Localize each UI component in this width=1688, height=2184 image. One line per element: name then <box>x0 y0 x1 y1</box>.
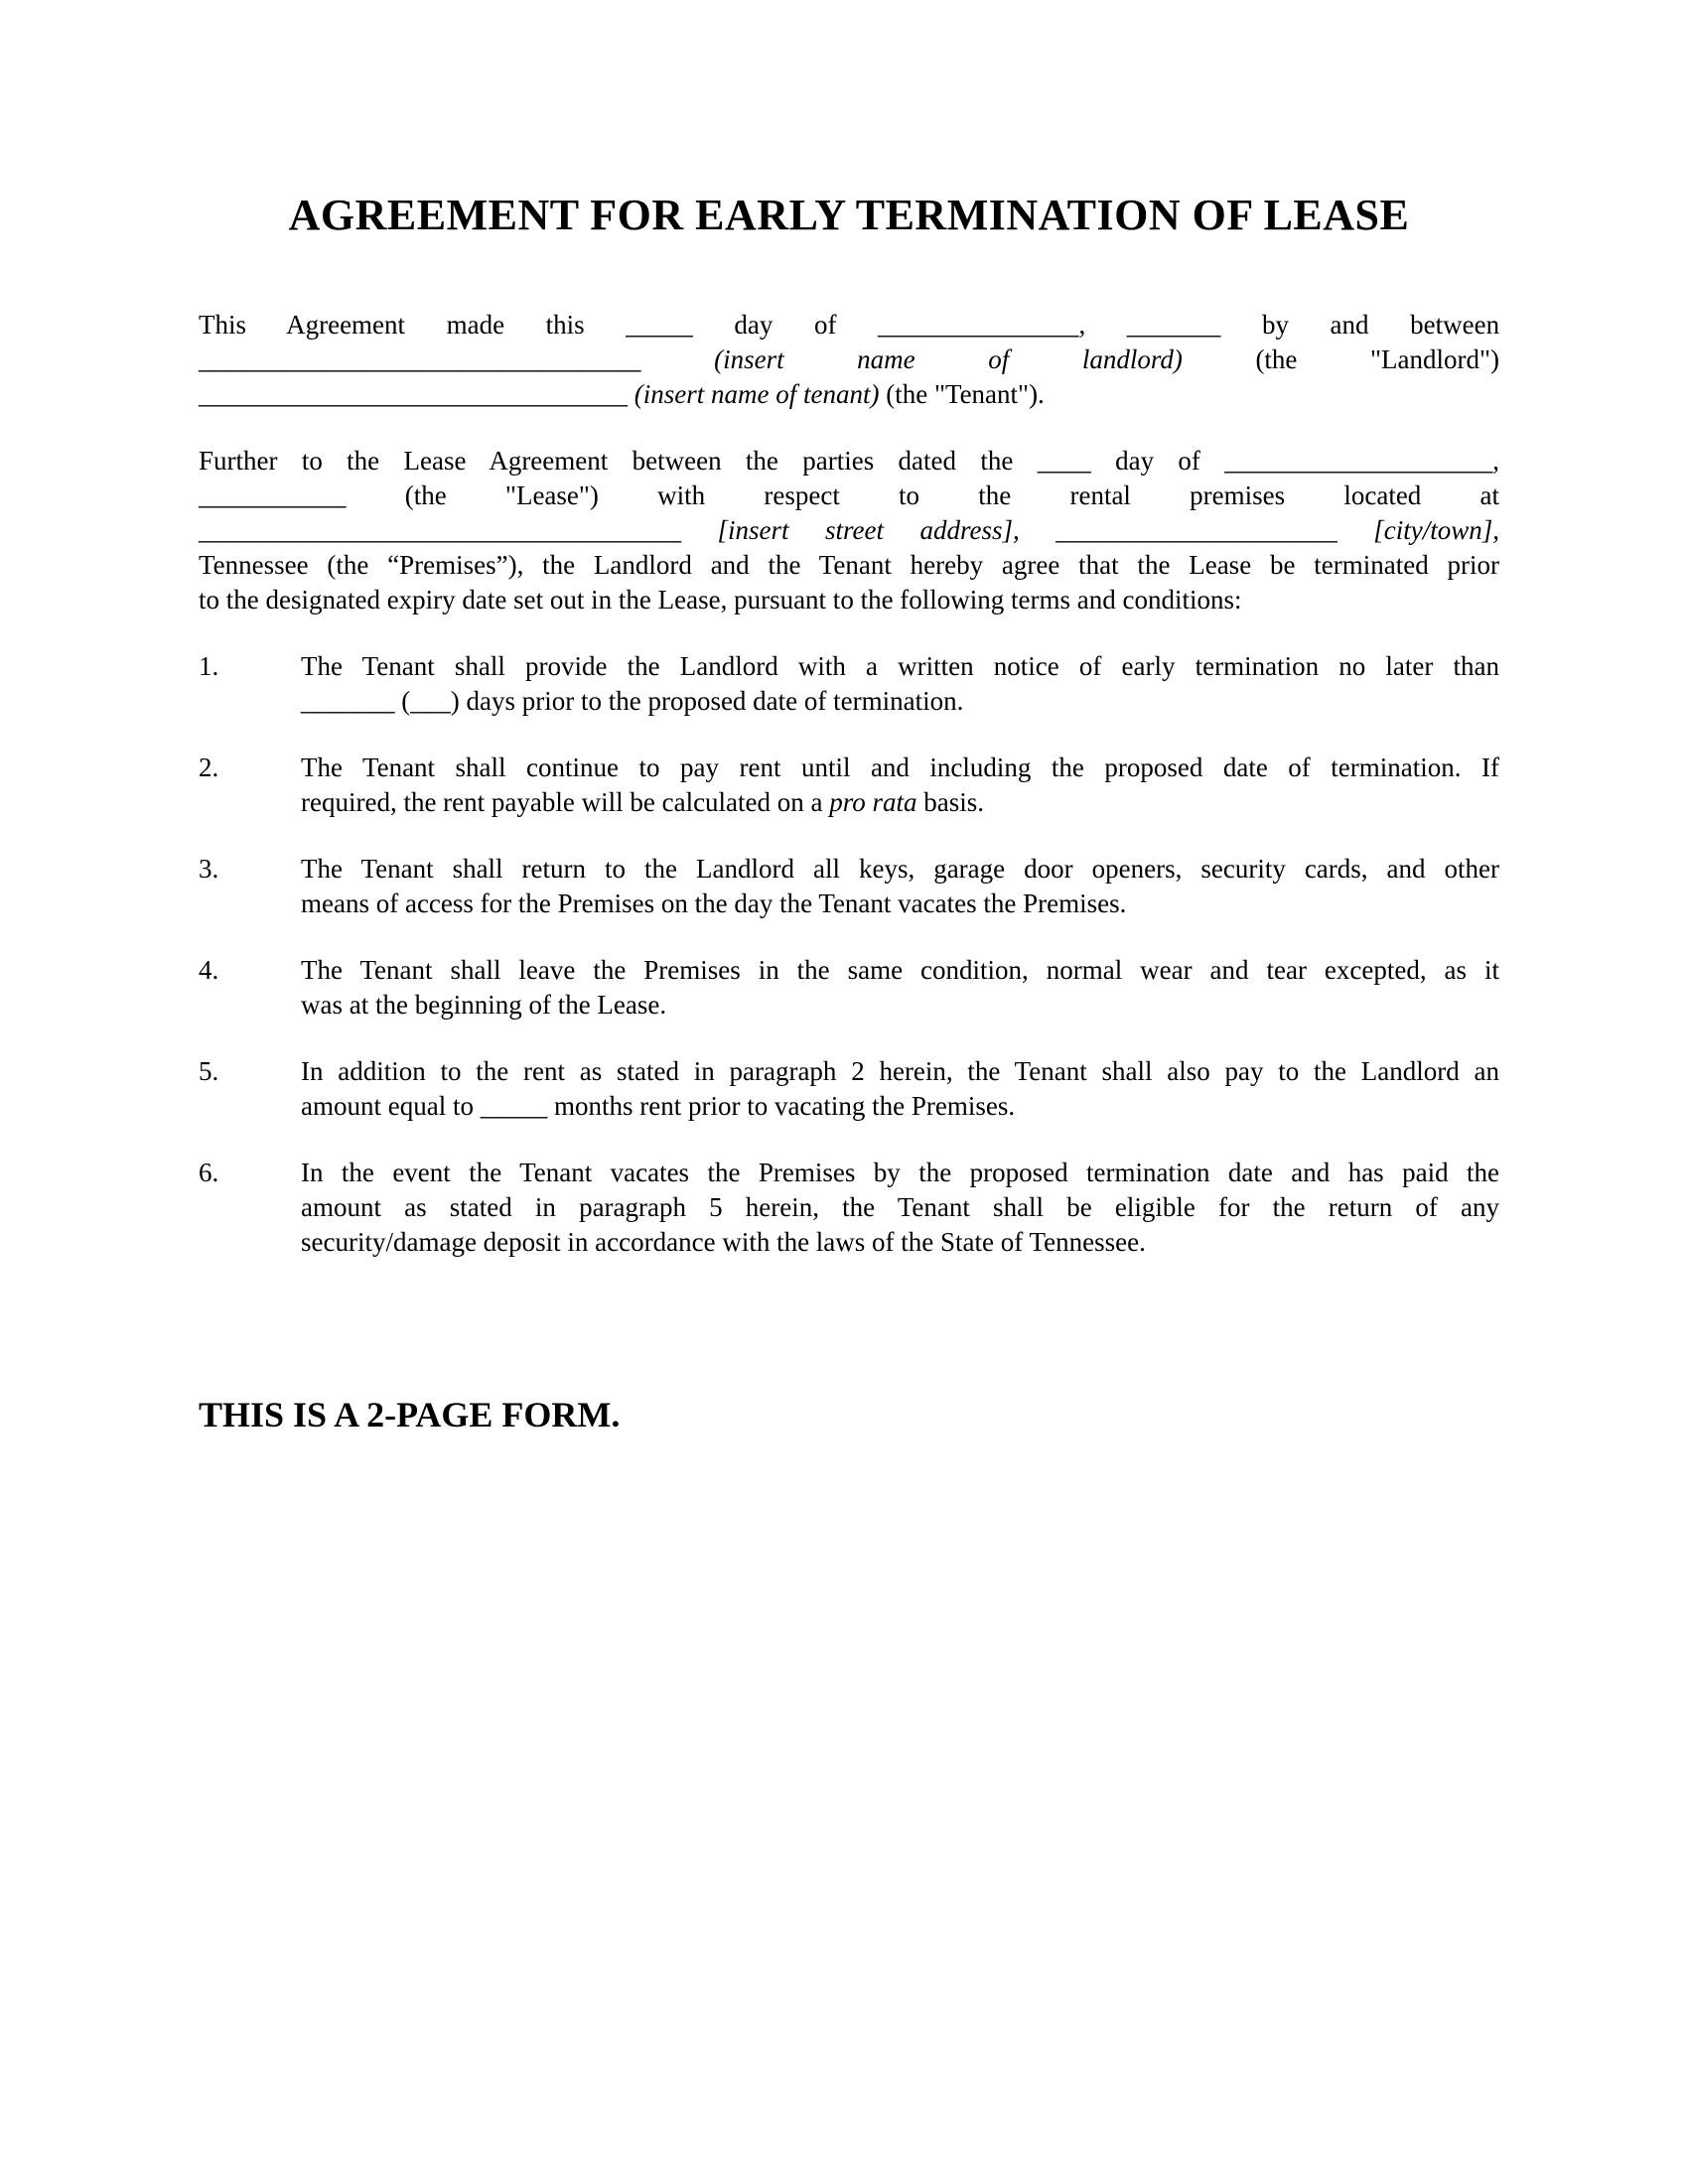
text-segment: means of access for the Premises on the day the Tenant vacates the Premises. <box>301 888 1127 918</box>
two-page-form-notice: THIS IS A 2-PAGE FORM. <box>199 1395 621 1434</box>
lease-ref-line-2 <box>199 478 1499 513</box>
month-blank-field: _______________, <box>878 310 1086 340</box>
text-segment: The Tenant shall return to the Landlord all keys, garage door openers, security cards, and other <box>301 854 1499 884</box>
text-segment: day of <box>1115 446 1200 476</box>
clause-6-line-2 <box>301 1190 1499 1225</box>
item-body <box>301 852 1499 921</box>
intro-line-2 <box>199 342 1499 377</box>
months-rent-blank-field: _____ <box>480 1091 548 1121</box>
text-segment: The Tenant shall provide the Landlord with a written notice of early termination no later than <box>301 651 1499 681</box>
text-segment: (the "Tenant"). <box>886 379 1045 409</box>
text-segment: basis. <box>923 787 985 817</box>
clause-item-2 <box>199 751 1499 820</box>
clause-item-5 <box>199 1054 1499 1124</box>
lease-ref-line-1 <box>199 444 1499 478</box>
notice-days-numeral-blank-field: (___) <box>401 686 460 716</box>
clause-2-line-1 <box>301 751 1499 785</box>
text-segment: to the designated expiry date set out in the Lease, pursuant to the following terms and conditions: <box>199 585 1242 614</box>
item-number: 3. <box>199 854 219 884</box>
text-segment: In addition to the rent as stated in paragraph 2 herein, the Tenant shall also pay to the Landlord an <box>301 1056 1499 1086</box>
clause-3-line-2 <box>301 887 1499 921</box>
text-segment: This Agreement made this <box>199 310 585 340</box>
text-segment: (the "Landlord") <box>1255 344 1500 374</box>
city-town-blank-field: _____________________ <box>1055 515 1337 545</box>
text-segment: days prior to the proposed date of termination. <box>466 686 964 716</box>
lease-ref-line-3 <box>199 513 1499 548</box>
lease-reference-paragraph <box>199 444 1499 617</box>
clause-4-line-2 <box>301 988 1499 1023</box>
clause-2-line-2 <box>301 785 1499 820</box>
text-segment: The Tenant shall continue to pay rent until and including the proposed date of termination. If <box>301 752 1499 782</box>
text-segment: security/damage deposit in accordance with the laws of the State of Tennessee. <box>301 1227 1146 1257</box>
lease-month-blank-field: ____________________, <box>1224 446 1500 476</box>
pro-rata-term: pro rata <box>829 787 917 817</box>
text-segment: required, the rent payable will be calculated on a <box>301 787 823 817</box>
intro-line-1 <box>199 308 1499 342</box>
text-segment: (the "Lease") with respect to the rental premises located at <box>404 480 1500 510</box>
clause-item-1 <box>199 649 1499 719</box>
street-address-blank-field: ____________________________________ <box>199 515 681 545</box>
clause-5-line-2 <box>301 1089 1499 1124</box>
clause-6-line-3 <box>301 1225 1499 1260</box>
lease-ref-line-4 <box>199 548 1499 583</box>
lease-ref-line-5 <box>199 583 1499 617</box>
item-number: 4. <box>199 955 219 985</box>
landlord-name-blank-field: _________________________________ <box>199 344 641 374</box>
text-segment: by and between <box>1261 310 1500 340</box>
text-segment: In the event the Tenant vacates the Premises by the proposed termination date and has paid the <box>301 1158 1499 1187</box>
text-segment: Further to the Lease Agreement between the parties dated the <box>199 446 1014 476</box>
document-title: AGREEMENT FOR EARLY TERMINATION OF LEASE <box>288 191 1410 239</box>
clause-item-4 <box>199 953 1499 1023</box>
notice-days-blank-field: _______ <box>301 686 395 716</box>
clause-3-line-1 <box>301 852 1499 887</box>
item-number: 1. <box>199 651 219 681</box>
clause-1-line-1 <box>301 649 1499 684</box>
clause-item-6 <box>199 1156 1499 1260</box>
text-segment: months rent prior to vacating the Premises. <box>553 1091 1016 1121</box>
clause-1-line-2 <box>301 684 1499 719</box>
item-body <box>301 1156 1499 1260</box>
item-number: 2. <box>199 752 219 782</box>
text-segment: amount equal to <box>301 1091 474 1121</box>
item-number: 5. <box>199 1056 219 1086</box>
item-number: 6. <box>199 1158 219 1187</box>
intro-paragraph <box>199 308 1499 412</box>
clause-item-3 <box>199 852 1499 921</box>
insert-tenant-note: (insert name of tenant) <box>633 379 880 409</box>
clause-4-line-1 <box>301 953 1499 988</box>
tenant-name-blank-field: ________________________________ <box>199 379 628 409</box>
insert-landlord-note: (insert name of landlord) <box>714 344 1183 374</box>
year-blank-field: _______ <box>1126 310 1221 340</box>
item-body <box>301 1054 1499 1124</box>
intro-line-3 <box>199 377 1499 412</box>
item-body <box>301 649 1499 719</box>
day-blank-field: _____ <box>626 310 693 340</box>
text-segment: The Tenant shall leave the Premises in the same condition, normal wear and tear excepted, as it <box>301 955 1499 985</box>
lease-year-blank-field: ___________ <box>199 480 347 510</box>
text-segment: Tennessee (the “Premises”), the Landlord and the Tenant hereby agree that the Lease be terminated prior <box>199 550 1499 580</box>
text-segment: amount as stated in paragraph 5 herein, the Tenant shall be eligible for the return of any <box>301 1192 1499 1222</box>
text-segment: was at the beginning of the Lease. <box>301 990 667 1020</box>
item-body <box>301 953 1499 1023</box>
text-segment: day of <box>734 310 837 340</box>
clause-5-line-1 <box>301 1054 1499 1089</box>
item-body <box>301 751 1499 820</box>
insert-address-note: [insert street address], <box>717 515 1020 545</box>
clause-6-line-1 <box>301 1156 1499 1190</box>
city-town-note: [city/town], <box>1373 515 1499 545</box>
lease-day-blank-field: ____ <box>1037 446 1091 476</box>
